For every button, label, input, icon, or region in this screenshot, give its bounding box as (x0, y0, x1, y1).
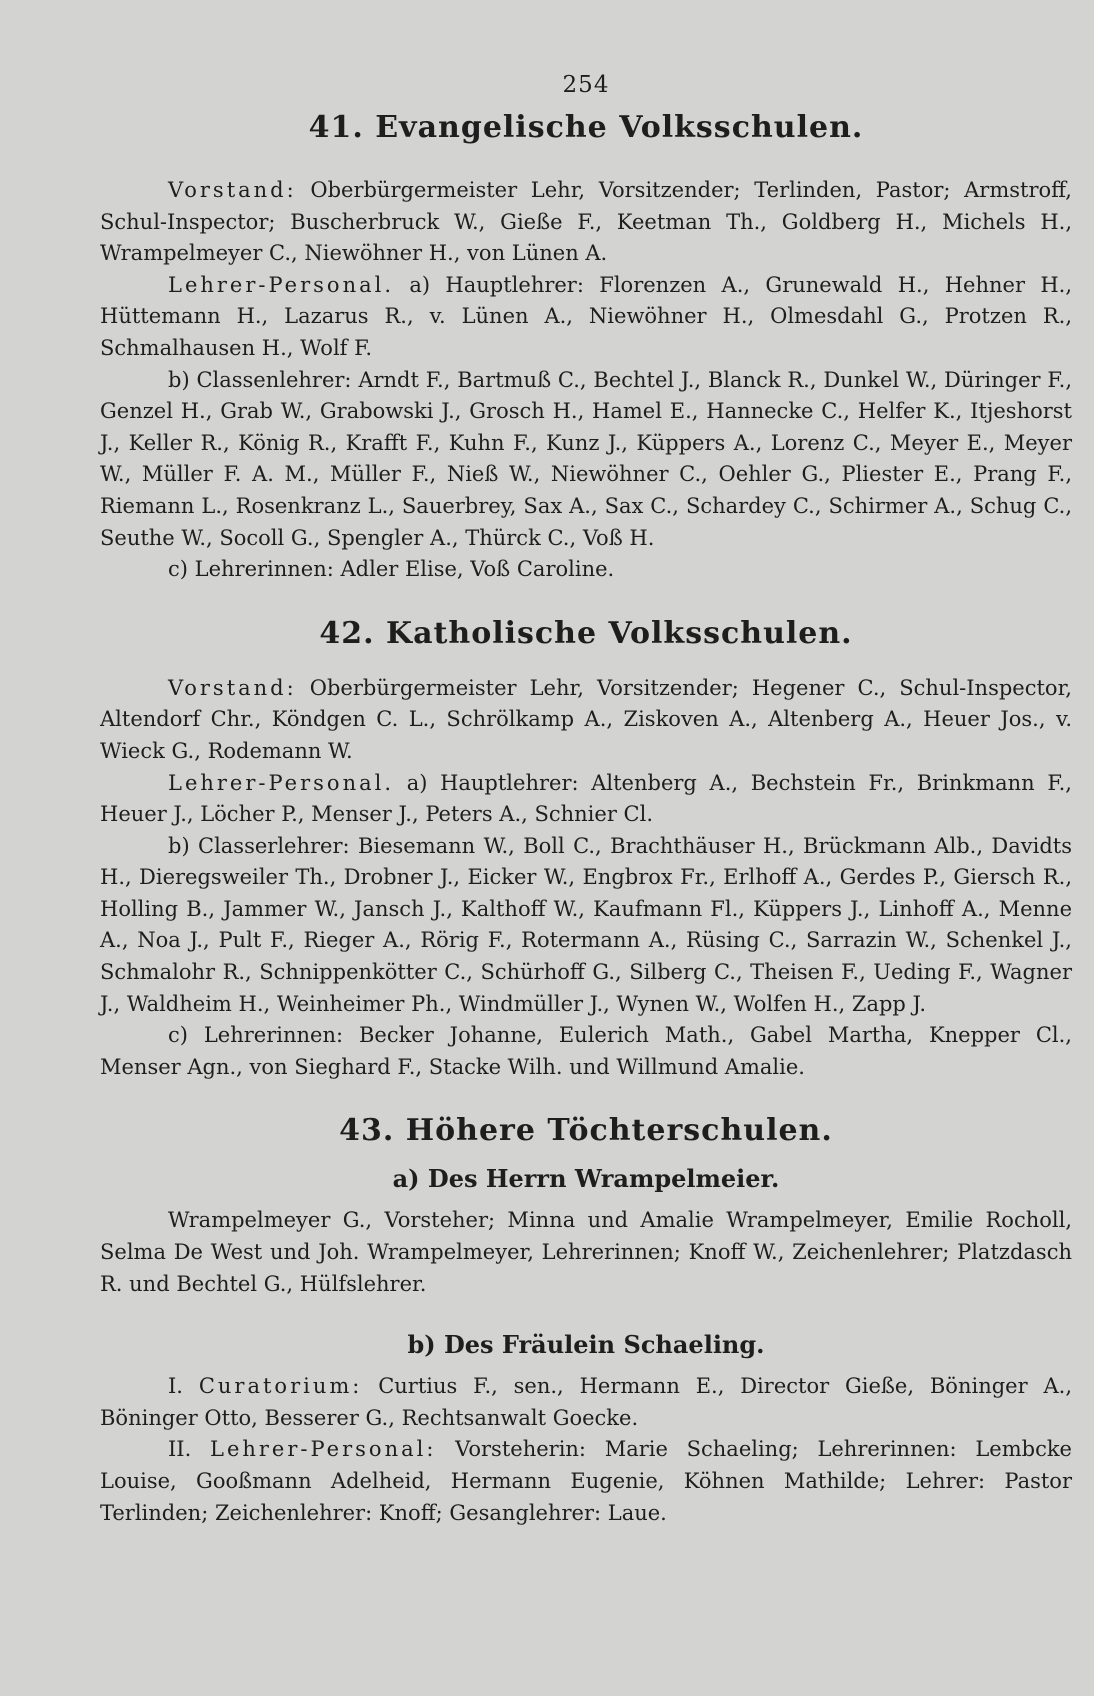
vorstand-text: Oberbürgermeister Lehr, Vorsitzender; Hegener C., Schul-Inspector, Altendorf Chr., Köndgen C. L., Schrölkamp A., Ziskoven A., Altenberg A., Heuer Jos., v. Wieck G., Rodemann W. (100, 675, 1072, 763)
section-43a-subheading: a) Des Herrn Wrampelmeier. (392, 1164, 780, 1194)
curatorium-label: Curatorium: (198, 1374, 363, 1399)
hauptlehrer-text: a) Hauptlehrer: Altenberg A., Bechstein Fr., Brinkmann F., Heuer J., Löcher P., Menser J., Peters A., Schnier Cl. (100, 770, 1072, 827)
section-42-lehrerinnen: c) Lehrerinnen: Becker Johanne, Eulerich Math., Gabel Martha, Knepper Cl., Menser Agn., von Sieghard F., Stacke Wilh. und Willmund Amalie. (100, 1023, 1072, 1079)
section-43-heading: 43. Höhere Töchterschulen. (339, 1113, 833, 1149)
section-42-heading: 42. Katholische Volksschulen. (319, 615, 853, 651)
section-43b-curatorium (100, 1371, 1072, 1434)
section-41-lehrerinnen: c) Lehrerinnen: Adler Elise, Voß Caroline. (168, 557, 615, 582)
personal-label: Lehrer-Personal: (210, 1437, 437, 1462)
section-41-vorstand (100, 175, 1072, 270)
personal-text: Vorsteherin: Marie Schaeling; Lehrerinnen: Lembcke Louise, Gooßmann Adelheid, Hermann Eugenie, Köhnen Mathilde; Lehrer: Pastor Terlinden; Zeichenlehrer: Knoff; Gesanglehrer: Laue. (100, 1437, 1072, 1525)
section-41-classenlehrer: b) Classenlehrer: Arndt F., Bartmuß C., Bechtel J., Blanck R., Dunkel W., Düringer F., Genzel H., Grab W., Grabowski J., Grosch H., Hamel E., Hannecke C., Helfer K., Itjeshorst J., Keller R., König R., Krafft F., Kuhn F., Kunz J., Küppers A., Lorenz C., Meyer E., Meyer W., Müller F. A. M., Müller F., Nieß W., Niewöhner C., Oehler G., Pliester E., Prang F., Riemann L., Rosenkranz L., Sauerbrey, Sax A., Sax C., Schardey C., Schirmer A., Schug C., Seuthe W., Socoll G., Spengler A., Thürck C., Voß H. (100, 367, 1072, 550)
curatorium-text: Curtius F., sen., Hermann E., Director Gieße, Böninger A., Böninger Otto, Besserer G., Rechtsanwalt Goecke. (100, 1374, 1072, 1430)
lehrer-personal-label: Lehrer-Personal. (168, 272, 395, 297)
vorstand-text: Oberbürgermeister Lehr, Vorsitzender; Terlinden, Pastor; Armstroff, Schul-Inspector; Buscherbruck W., Gieße F., Keetman Th., Goldberg H., Michels H., Wrampelmeyer C., Niewöhner H., von Lünen A. (100, 178, 1072, 266)
section-42-vorstand (100, 673, 1072, 768)
hauptlehrer-text: a) Hauptlehrer: Florenzen A., Grunewald H., Hehner H., Hüttemann H., Lazarus R., v. Lünen A., Niewöhner H., Olmesdahl G., Protzen R., Schmalhausen H., Wolf F. (100, 272, 1072, 360)
section-43a-text: Wrampelmeyer G., Vorsteher; Minna und Amalie Wrampelmeyer, Emilie Rocholl, Selma De West und Joh. Wrampelmeyer, Lehrerinnen; Knoff W., Zeichenlehrer; Platzdasch R. und Bechtel G., Hülfslehrer. (100, 1208, 1072, 1296)
curatorium-number: I. (168, 1374, 183, 1399)
section-41-heading: 41. Evangelische Volksschulen. (308, 110, 864, 145)
vorstand-label: Vorstand: (168, 178, 297, 202)
page-number: 254 (562, 72, 610, 98)
section-43b-lehrer-personal (100, 1434, 1072, 1529)
section-42-classerlehrer: b) Classerlehrer: Biesemann W., Boll C., Brachthäuser H., Brückmann Alb., Davidts H., Dieregsweiler Th., Drobner J., Eicker W., Engbrox Fr., Erlhoff A., Gerdes P., Giersch R., Holling B., Jammer W., Jansch J., Kalthoff W., Kaufmann Fl., Küppers J., Linhoff A., Menne A., Noa J., Pult F., Rieger A., Rörig F., Rotermann A., Rüsing C., Sarrazin W., Schenkel J., Schmalohr R., Schnippenkötter C., Schürhoff G., Silberg C., Theisen F., Ueding F., Wagner J., Waldheim H., Weinheimer Ph., Windmüller J., Wynen W., Wolfen H., Zapp J. (100, 833, 1072, 1016)
section-41-lehrer-personal (100, 270, 1072, 365)
section-42-lehrer-personal (100, 768, 1072, 831)
vorstand-label: Vorstand: (168, 675, 297, 700)
personal-number: II. (168, 1437, 192, 1462)
lehrer-personal-label: Lehrer-Personal. (168, 770, 395, 795)
section-43b-subheading: b) Des Fräulein Schaeling. (407, 1330, 765, 1360)
